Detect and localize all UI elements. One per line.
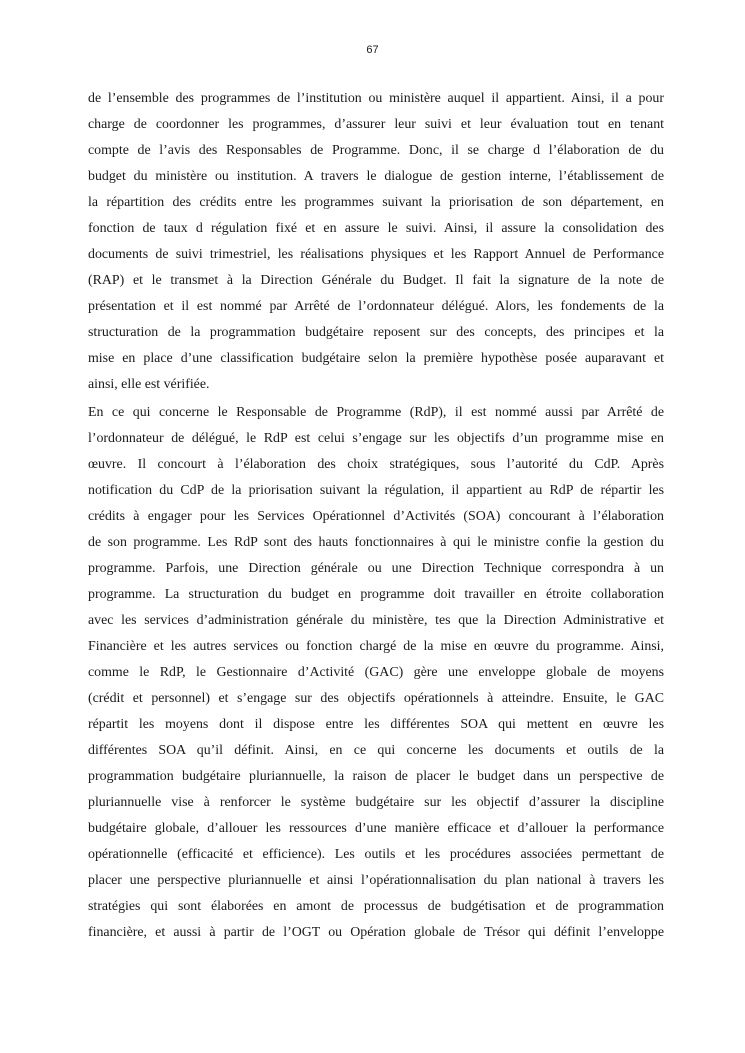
text-line: programme. La structuration du budget en programme doit travailler en étroite collaboration bbox=[88, 587, 664, 602]
text-line: différentes SOA qu’il définit. Ainsi, en ce qui concerne les documents et outils de la bbox=[88, 743, 664, 758]
text-line: placer une perspective pluriannuelle et ainsi l’opérationnalisation du plan national à travers les bbox=[88, 873, 664, 888]
body-text bbox=[88, 86, 664, 946]
text-line: programme. Parfois, une Direction générale ou une Direction Technique correspondra à un bbox=[88, 561, 664, 576]
paragraph bbox=[88, 400, 664, 946]
text-line: l’ordonnateur de délégué, le RdP est celui s’engage sur les objectifs d’un programme mise en bbox=[88, 431, 664, 446]
text-line: budgétaire globale, d’allouer les ressources d’une manière efficace et d’allouer la performance bbox=[88, 821, 664, 836]
text-line: budget du ministère ou institution. A travers le dialogue de gestion interne, l’établissement de bbox=[88, 169, 664, 184]
text-line: comme le RdP, le Gestionnaire d’Activité (GAC) gère une enveloppe globale de moyens bbox=[88, 665, 664, 680]
text-line: charge de coordonner les programmes, d’assurer leur suivi et leur évaluation tout en tenant bbox=[88, 117, 664, 132]
text-line: fonction de taux d régulation fixé et en assure le suivi. Ainsi, il assure la consolidation des bbox=[88, 221, 664, 236]
text-line: mise en place d’une classification budgétaire selon la première hypothèse posée auparavant et bbox=[88, 351, 664, 366]
text-line: avec les services d’administration générale du ministère, tes que la Direction Administrative et bbox=[88, 613, 664, 628]
text-line: structuration de la programmation budgétaire reposent sur des concepts, des principes et la bbox=[88, 325, 664, 340]
text-line: pluriannuelle vise à renforcer le système budgétaire sur les objectif d’assurer la discipline bbox=[88, 795, 664, 810]
text-line: ainsi, elle est vérifiée. bbox=[88, 377, 210, 392]
text-line: financière, et aussi à partir de l’OGT ou Opération globale de Trésor qui définit l’enveloppe bbox=[88, 925, 664, 940]
text-line: Financière et les autres services ou fonction chargé de la mise en œuvre du programme. Ainsi, bbox=[88, 639, 664, 654]
text-line: compte de l’avis des Responsables de Programme. Donc, il se charge d l’élaboration de du bbox=[88, 143, 664, 158]
paragraph bbox=[88, 86, 664, 398]
text-line: de son programme. Les RdP sont des hauts fonctionnaires à qui le ministre confie la gestion du bbox=[88, 535, 664, 550]
text-line: En ce qui concerne le Responsable de Programme (RdP), il est nommé aussi par Arrêté de bbox=[88, 405, 664, 420]
text-line: notification du CdP de la priorisation suivant la régulation, il appartient au RdP de répartir les bbox=[88, 483, 664, 498]
text-line: programmation budgétaire pluriannuelle, la raison de placer le budget dans un perspective de bbox=[88, 769, 664, 784]
text-line: crédits à engager pour les Services Opérationnel d’Activités (SOA) concourant à l’élaboration bbox=[88, 509, 664, 524]
text-line: opérationnelle (efficacité et efficience). Les outils et les procédures associées permettant de bbox=[88, 847, 664, 862]
text-line: stratégies qui sont élaborées en amont de processus de budgétisation et de programmation bbox=[88, 899, 664, 914]
page-number: 67 bbox=[366, 44, 379, 56]
text-line: documents de suivi trimestriel, les réalisations physiques et les Rapport Annuel de Performance bbox=[88, 247, 664, 262]
text-line: œuvre. Il concourt à l’élaboration des choix stratégiques, sous l’autorité du CdP. Après bbox=[88, 457, 664, 472]
text-line: répartit les moyens dont il dispose entre les différentes SOA qui mettent en œuvre les bbox=[88, 717, 664, 732]
text-line: la répartition des crédits entre les programmes suivant la priorisation de son département, en bbox=[88, 195, 664, 210]
text-line: présentation et il est nommé par Arrêté de l’ordonnateur délégué. Alors, les fondements de la bbox=[88, 299, 664, 314]
text-line: de l’ensemble des programmes de l’institution ou ministère auquel il appartient. Ainsi, il a pour bbox=[88, 91, 664, 106]
text-line: (crédit et personnel) et s’engage sur des objectifs opérationnels à atteindre. Ensuite, le GAC bbox=[88, 691, 664, 706]
text-line: (RAP) et le transmet à la Direction Générale du Budget. Il fait la signature de la note de bbox=[88, 273, 664, 288]
